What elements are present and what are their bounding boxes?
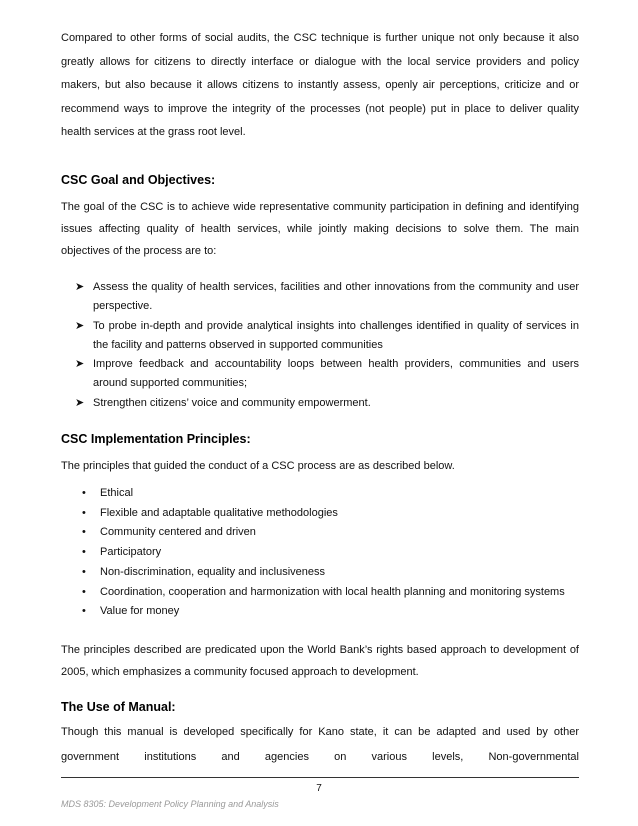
arrow-bullet-icon: ➤ bbox=[75, 358, 85, 371]
principles-paragraph: The principles that guided the conduct of a CSC process are as described below. bbox=[61, 460, 455, 472]
principle-item bbox=[80, 602, 579, 622]
principle-text: Participatory bbox=[100, 546, 162, 559]
principle-item bbox=[80, 484, 579, 504]
bullet-dot-icon: • bbox=[82, 526, 86, 539]
principle-item bbox=[80, 504, 579, 524]
arrow-bullet-icon: ➤ bbox=[75, 319, 85, 332]
objective-item bbox=[75, 394, 579, 413]
objective-item bbox=[75, 355, 579, 394]
principle-text: Value for money bbox=[100, 605, 180, 618]
principle-item bbox=[80, 543, 579, 563]
bullet-dot-icon: • bbox=[82, 565, 86, 578]
arrow-bullet-icon: ➤ bbox=[75, 281, 85, 293]
objective-text: To probe in-depth and provide analytical insights into challenges identified in quality of services in the facility and patterns observed in supported communities bbox=[93, 319, 579, 351]
arrow-bullet-icon: ➤ bbox=[75, 396, 85, 409]
page-number: 7 bbox=[316, 783, 322, 794]
principle-item bbox=[80, 583, 579, 603]
bullet-dot-icon: • bbox=[82, 506, 86, 519]
footer-course-title: MDS 8305: Development Policy Planning and Analysis bbox=[61, 799, 279, 809]
objective-item bbox=[75, 278, 579, 317]
objective-text: Strengthen citizens’ voice and community empowerment. bbox=[93, 396, 371, 409]
objective-text: Assess the quality of health services, facilities and other innovations from the community and user perspective. bbox=[93, 281, 579, 313]
principle-text: Coordination, cooperation and harmonization with local health planning and monitoring systems bbox=[100, 585, 565, 598]
principles-closing-paragraph: The principles described are predicated upon the World Bank’s rights based approach to development of 2005, which emphasizes a community focused approach to development. bbox=[61, 644, 579, 678]
principle-text: Ethical bbox=[100, 487, 134, 499]
goal-paragraph: The goal of the CSC is to achieve wide representative community participation in defining and identifying issues affecting quality of health services, while jointly making decisions to solve them. The main objectives of the process are to: bbox=[61, 201, 579, 257]
manual-heading: The Use of Manual: bbox=[61, 700, 176, 714]
objective-text: Improve feedback and accountability loops between health providers, communities and users around supported communities; bbox=[93, 358, 579, 390]
objectives-list bbox=[75, 278, 579, 413]
bullet-dot-icon: • bbox=[82, 585, 86, 598]
bullet-dot-icon: • bbox=[82, 487, 86, 499]
bullet-dot-icon: • bbox=[82, 605, 86, 618]
manual-paragraph: Though this manual is developed specifically for Kano state, it can be adapted and used by other government institutions and agencies on various levels, Non-governmental bbox=[61, 726, 579, 763]
principle-item bbox=[80, 523, 579, 543]
intro-paragraph: Compared to other forms of social audits, the CSC technique is further unique not only because it also greatly allows for citizens to directly interface or dialogue with the local service providers and policy makers, but also because it allows citizens to instantly assess, openly air perceptions, criticize and or recommend ways to improve the integrity of the processes (not people) put in place to deliver quality health services at the grass root level. bbox=[61, 32, 579, 138]
principle-text: Community centered and driven bbox=[100, 526, 256, 539]
objective-item bbox=[75, 317, 579, 356]
principle-text: Non-discrimination, equality and inclusiveness bbox=[100, 565, 326, 578]
principles-list bbox=[80, 484, 579, 622]
footer-divider bbox=[61, 777, 579, 778]
bullet-dot-icon: • bbox=[82, 546, 86, 559]
principle-text: Flexible and adaptable qualitative methodologies bbox=[100, 506, 338, 519]
principles-heading: CSC Implementation Principles: bbox=[61, 432, 251, 446]
goal-heading: CSC Goal and Objectives: bbox=[61, 173, 216, 187]
principle-item bbox=[80, 563, 579, 583]
